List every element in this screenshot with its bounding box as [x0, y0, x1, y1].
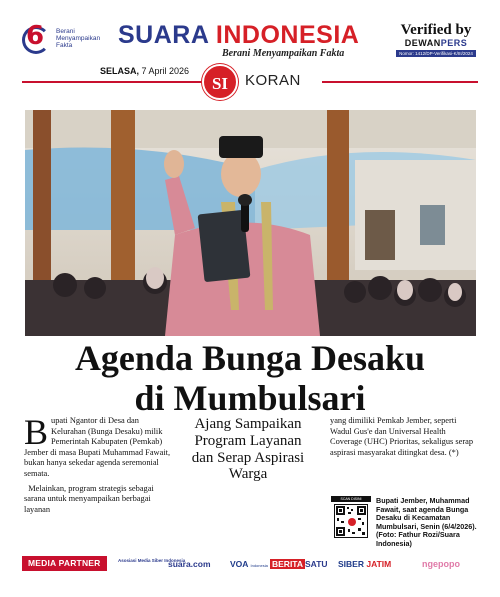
- issue-date: [100, 66, 189, 76]
- dropcap: B: [24, 412, 49, 452]
- verification-number: Nomor: 1412/DP-Verifikasi-K/III/2024: [396, 50, 476, 57]
- media-partner-label: MEDIA PARTNER: [22, 556, 107, 571]
- qr-logo-icon: [348, 518, 356, 526]
- berita-text: BERITA: [272, 559, 304, 569]
- media-partner-bar: [22, 556, 478, 572]
- anniversary-number: 6: [26, 21, 45, 51]
- article-paragraph-2-text: Melainkan, program strategis sebagai sarana untuk menyampaikan berbagai layanan: [24, 483, 154, 514]
- partner-siberjatim-logo[interactable]: [338, 558, 391, 570]
- partner-suara-logo[interactable]: suara.com: [168, 559, 211, 569]
- divider-right: [322, 81, 478, 83]
- article-paragraph-1: [24, 412, 174, 480]
- partner-voa-logo[interactable]: [230, 558, 268, 572]
- partner-ngepop-logo[interactable]: ngepopo: [422, 559, 460, 569]
- article-paragraph-1-text: upati Ngantor di Desa dan Kelurahan (Bunga Desaku) milik Pemerintah Kabupaten (Pemkab) Jember di masa Bupati Muhammad Fawait, bukan hanya sekedar agenda seremonial semata.: [24, 416, 171, 478]
- dewan-text: DEWAN: [404, 38, 441, 48]
- article-paragraph-3: yang dimiliki Pemkab Jember, seperti Wadul Gus'e dan Universal Health Coverage (UHC) Prioritas, sekaligus serap aspirasi masyarakat ditingkat desa. (*): [330, 416, 474, 457]
- si-badge-logo: SI: [202, 64, 238, 100]
- headline-line1: Agenda Bunga Desaku: [74, 338, 426, 378]
- main-photo: [25, 110, 476, 336]
- headline-line2: di Mumbulsari: [134, 378, 366, 418]
- voa-text: VOA: [230, 559, 249, 569]
- headline: [0, 338, 500, 418]
- photo-caption: Bupati Jember, Muhammad Fawait, saat agenda Bunga Desaku di Kecamatan Mumbulsari, Senin (6/4/2026). (Foto: Fathur Rozi/Suara Indonesia): [376, 496, 477, 548]
- qr-code-icon[interactable]: [334, 504, 368, 538]
- brand-tagline: Berani Menyampaikan Fakta: [222, 48, 345, 59]
- dewan-pers-logo: [396, 38, 476, 49]
- article-column-left: [24, 412, 174, 519]
- anniversary-text: Berani Menyampaikan Fakta: [56, 28, 101, 49]
- masthead: [0, 0, 500, 64]
- brand-indonesia: INDONESIA: [215, 21, 360, 49]
- section-label: KORAN: [245, 72, 301, 89]
- brand-suara: SUARA: [118, 21, 209, 49]
- issue-date-value: 7 April 2026: [141, 66, 190, 76]
- pers-text: PERS: [440, 38, 468, 48]
- date-bar: [22, 62, 478, 96]
- satu-text: SATU: [305, 559, 328, 569]
- article-column-right: [330, 416, 478, 458]
- jatim-text: JATIM: [366, 559, 392, 569]
- siber-text: SIBER: [338, 559, 364, 569]
- partner-amsi-logo[interactable]: Asosiasi Media Siber Indonesia: [118, 558, 186, 563]
- article-paragraph-2: [24, 484, 174, 516]
- voa-sub-text: Indonesia: [250, 563, 268, 568]
- anniversary-logo: [22, 20, 102, 60]
- qr-label: SCAN DISINI: [331, 496, 371, 502]
- partner-beritasatu-logo[interactable]: [270, 558, 328, 570]
- brand-logo[interactable]: [118, 22, 359, 48]
- issue-day: SELASA,: [100, 66, 140, 76]
- pull-quote: Ajang Sampaikan Program Layanan dan Serap Aspirasi Warga: [191, 416, 305, 483]
- main-photo-illustration: [25, 110, 476, 336]
- qr-block[interactable]: [331, 496, 371, 538]
- verified-title: Verified by: [400, 22, 472, 38]
- divider-left: [22, 81, 202, 83]
- verified-badge: [396, 22, 476, 57]
